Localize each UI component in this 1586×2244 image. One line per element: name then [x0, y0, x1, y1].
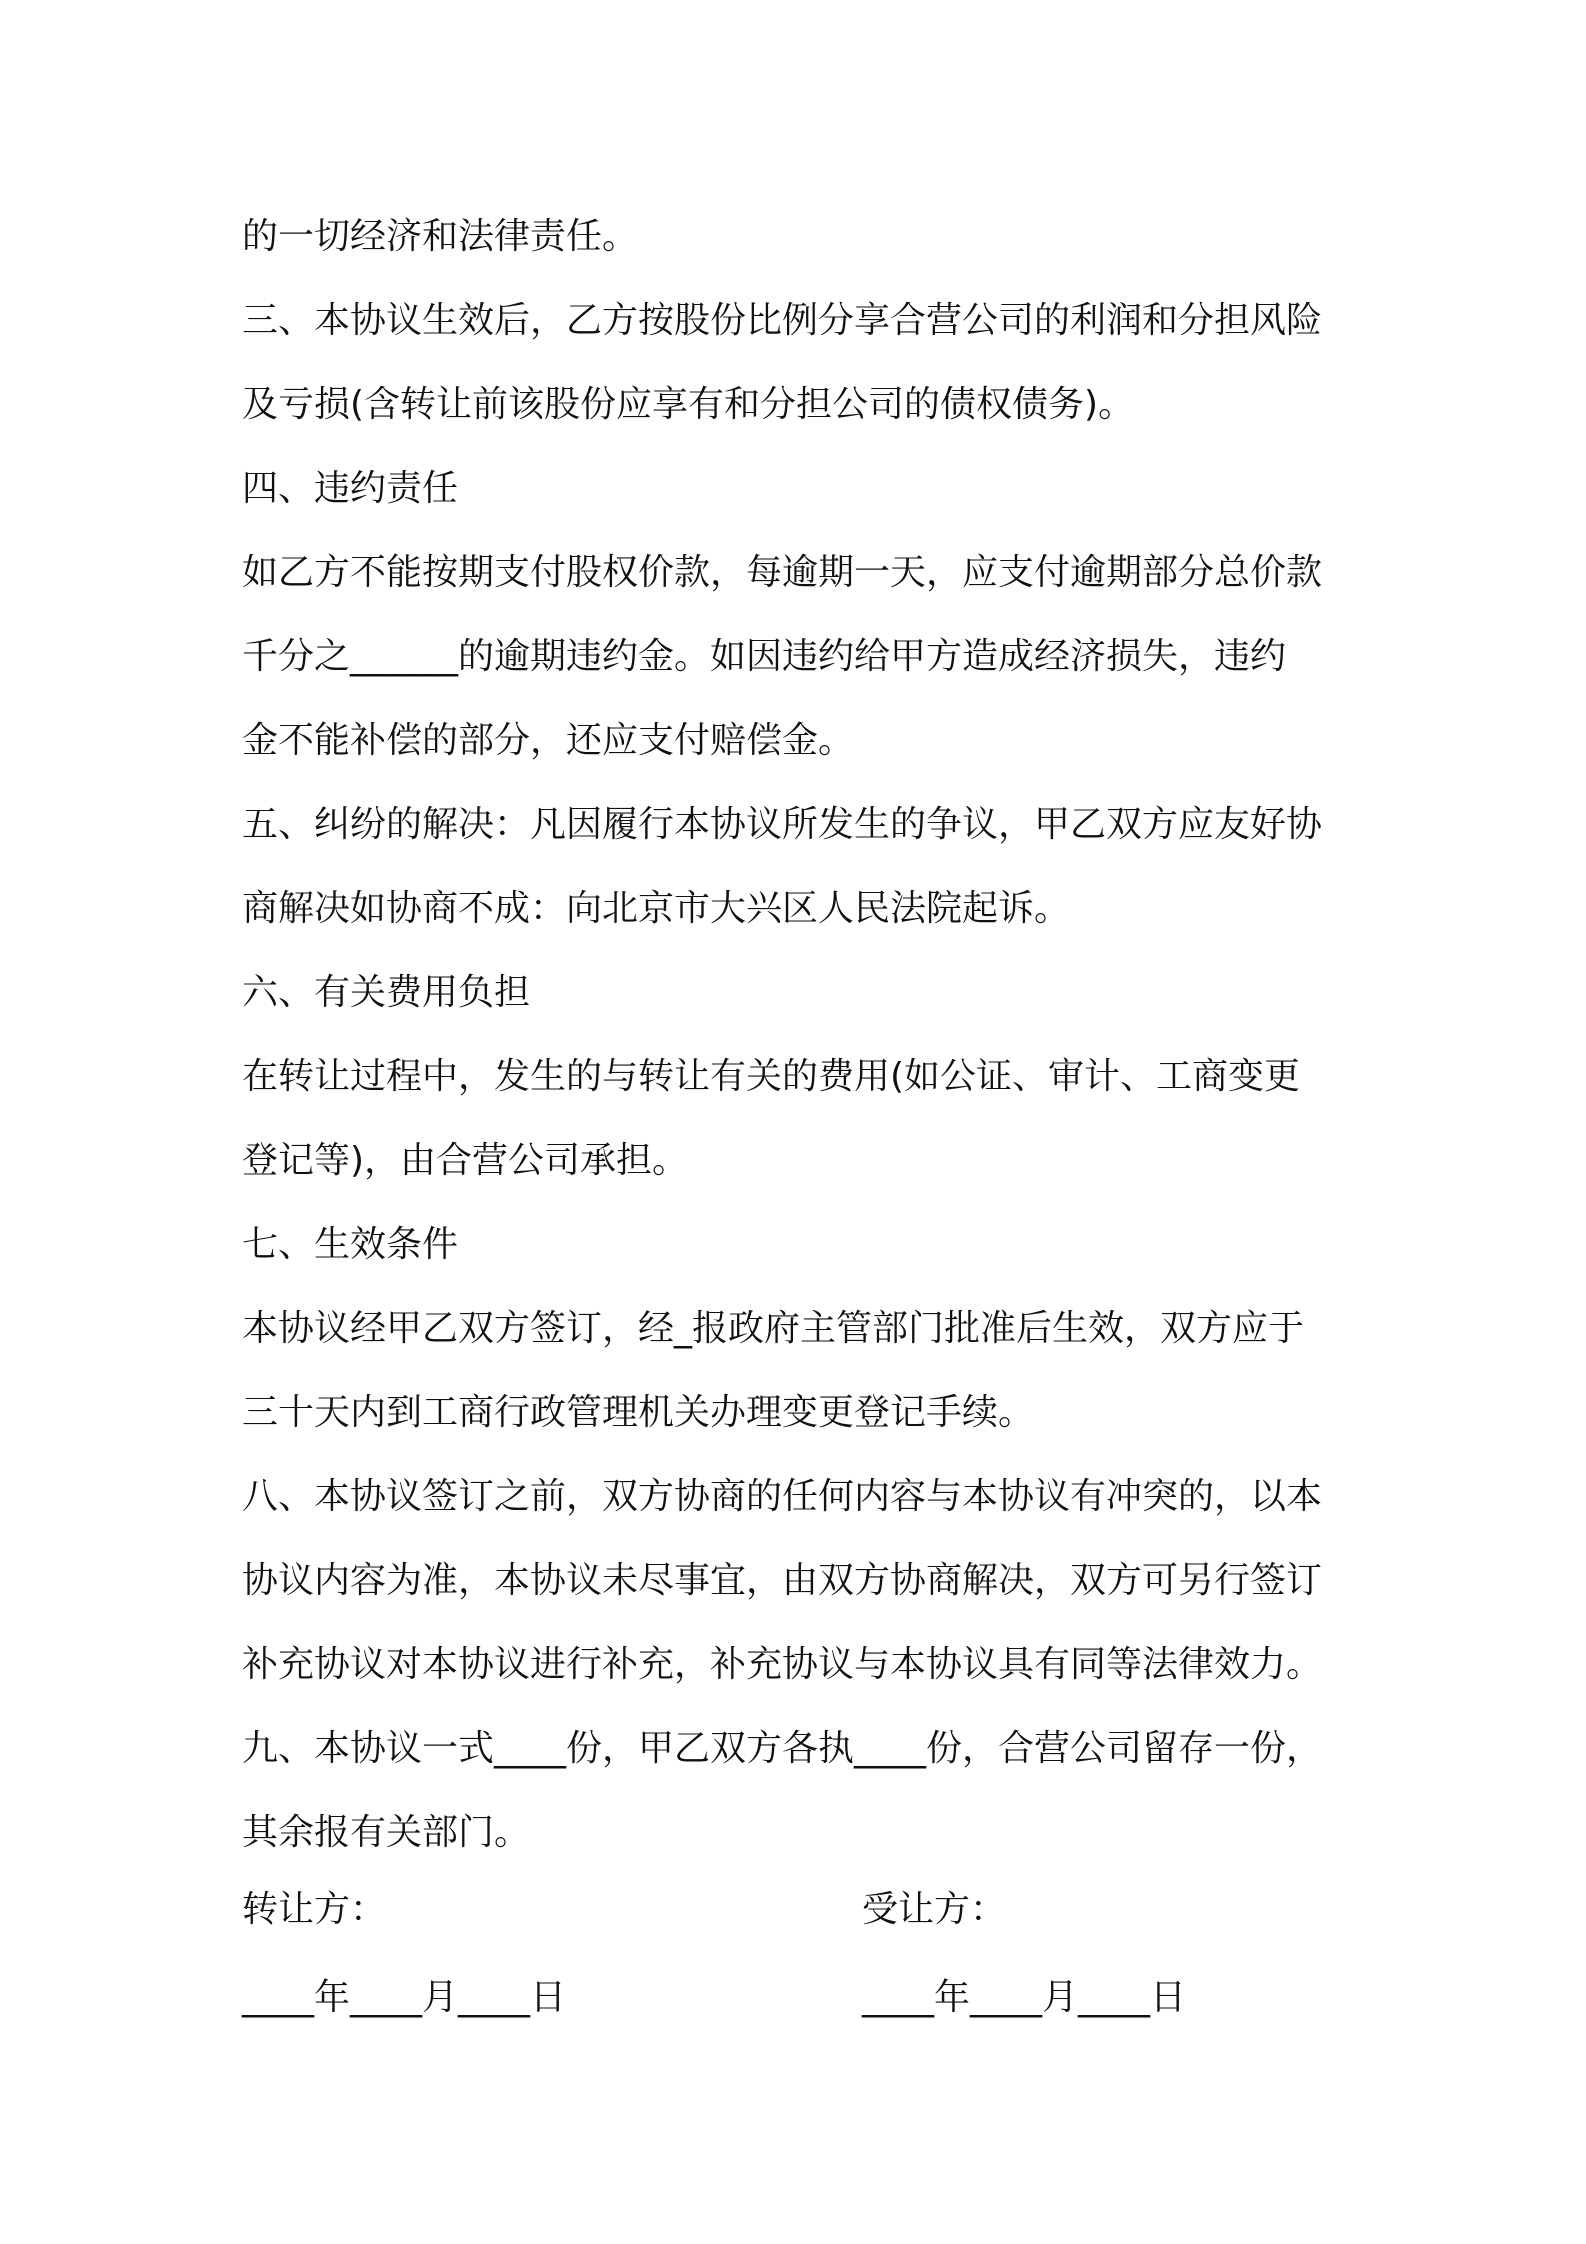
signature-date-row	[242, 1954, 1362, 2042]
clause-9-line: 九、本协议一式____份，甲乙双方各执____份，合营公司留存一份，	[242, 1728, 1323, 1769]
paragraph-line: 在转让过程中，发生的与转让有关的费用(如公证、审计、工商变更	[242, 1056, 1301, 1097]
paragraph-line: 本协议经甲乙双方签订，经_报政府主管部门批准后生效，双方应于	[242, 1308, 1305, 1349]
paragraph-line: 三十天内到工商行政管理机关办理变更登记手续。	[242, 1392, 1035, 1433]
clause-7-heading: 七、生效条件	[242, 1224, 459, 1265]
paragraph-line: 协议内容为准，本协议未尽事宜，由双方协商解决，双方可另行签订	[242, 1560, 1323, 1601]
paragraph-line: 商解决如协商不成：向北京市大兴区人民法院起诉。	[242, 888, 1071, 929]
document-body	[242, 195, 1362, 1875]
transferor-label: 转让方：	[242, 1889, 387, 1930]
clause-6-heading: 六、有关费用负担	[242, 972, 531, 1013]
transferor-date: ____年____月____日	[242, 1977, 567, 2018]
signature-block	[242, 1866, 1362, 2042]
clause-3-line: 三、本协议生效后，乙方按股份比例分享合营公司的利润和分担风险	[242, 300, 1323, 341]
paragraph-line: 其余报有关部门。	[242, 1812, 531, 1853]
transferee-label: 受让方：	[862, 1889, 1007, 1930]
transferee-date: ____年____月____日	[862, 1977, 1187, 2018]
paragraph-line: 如乙方不能按期支付股权价款，每逾期一天，应支付逾期部分总价款	[242, 552, 1323, 593]
paragraph-line: 补充协议对本协议进行补充，补充协议与本协议具有同等法律效力。	[242, 1644, 1323, 1685]
paragraph-line: 的一切经济和法律责任。	[242, 216, 639, 257]
clause-8-line: 八、本协议签订之前，双方协商的任何内容与本协议有冲突的，以本	[242, 1476, 1323, 1517]
paragraph-line: 千分之______的逾期违约金。如因违约给甲方造成经济损失，违约	[242, 636, 1287, 677]
paragraph-line: 及亏损(含转让前该股份应享有和分担公司的债权债务)。	[242, 384, 1135, 425]
clause-4-heading: 四、违约责任	[242, 468, 459, 509]
clause-5-line: 五、纠纷的解决：凡因履行本协议所发生的争议，甲乙双方应友好协	[242, 804, 1323, 845]
paragraph-line: 金不能补偿的部分，还应支付赔偿金。	[242, 720, 855, 761]
paragraph-line: 登记等)，由合营公司承担。	[242, 1140, 689, 1181]
signature-label-row	[242, 1866, 1362, 1954]
